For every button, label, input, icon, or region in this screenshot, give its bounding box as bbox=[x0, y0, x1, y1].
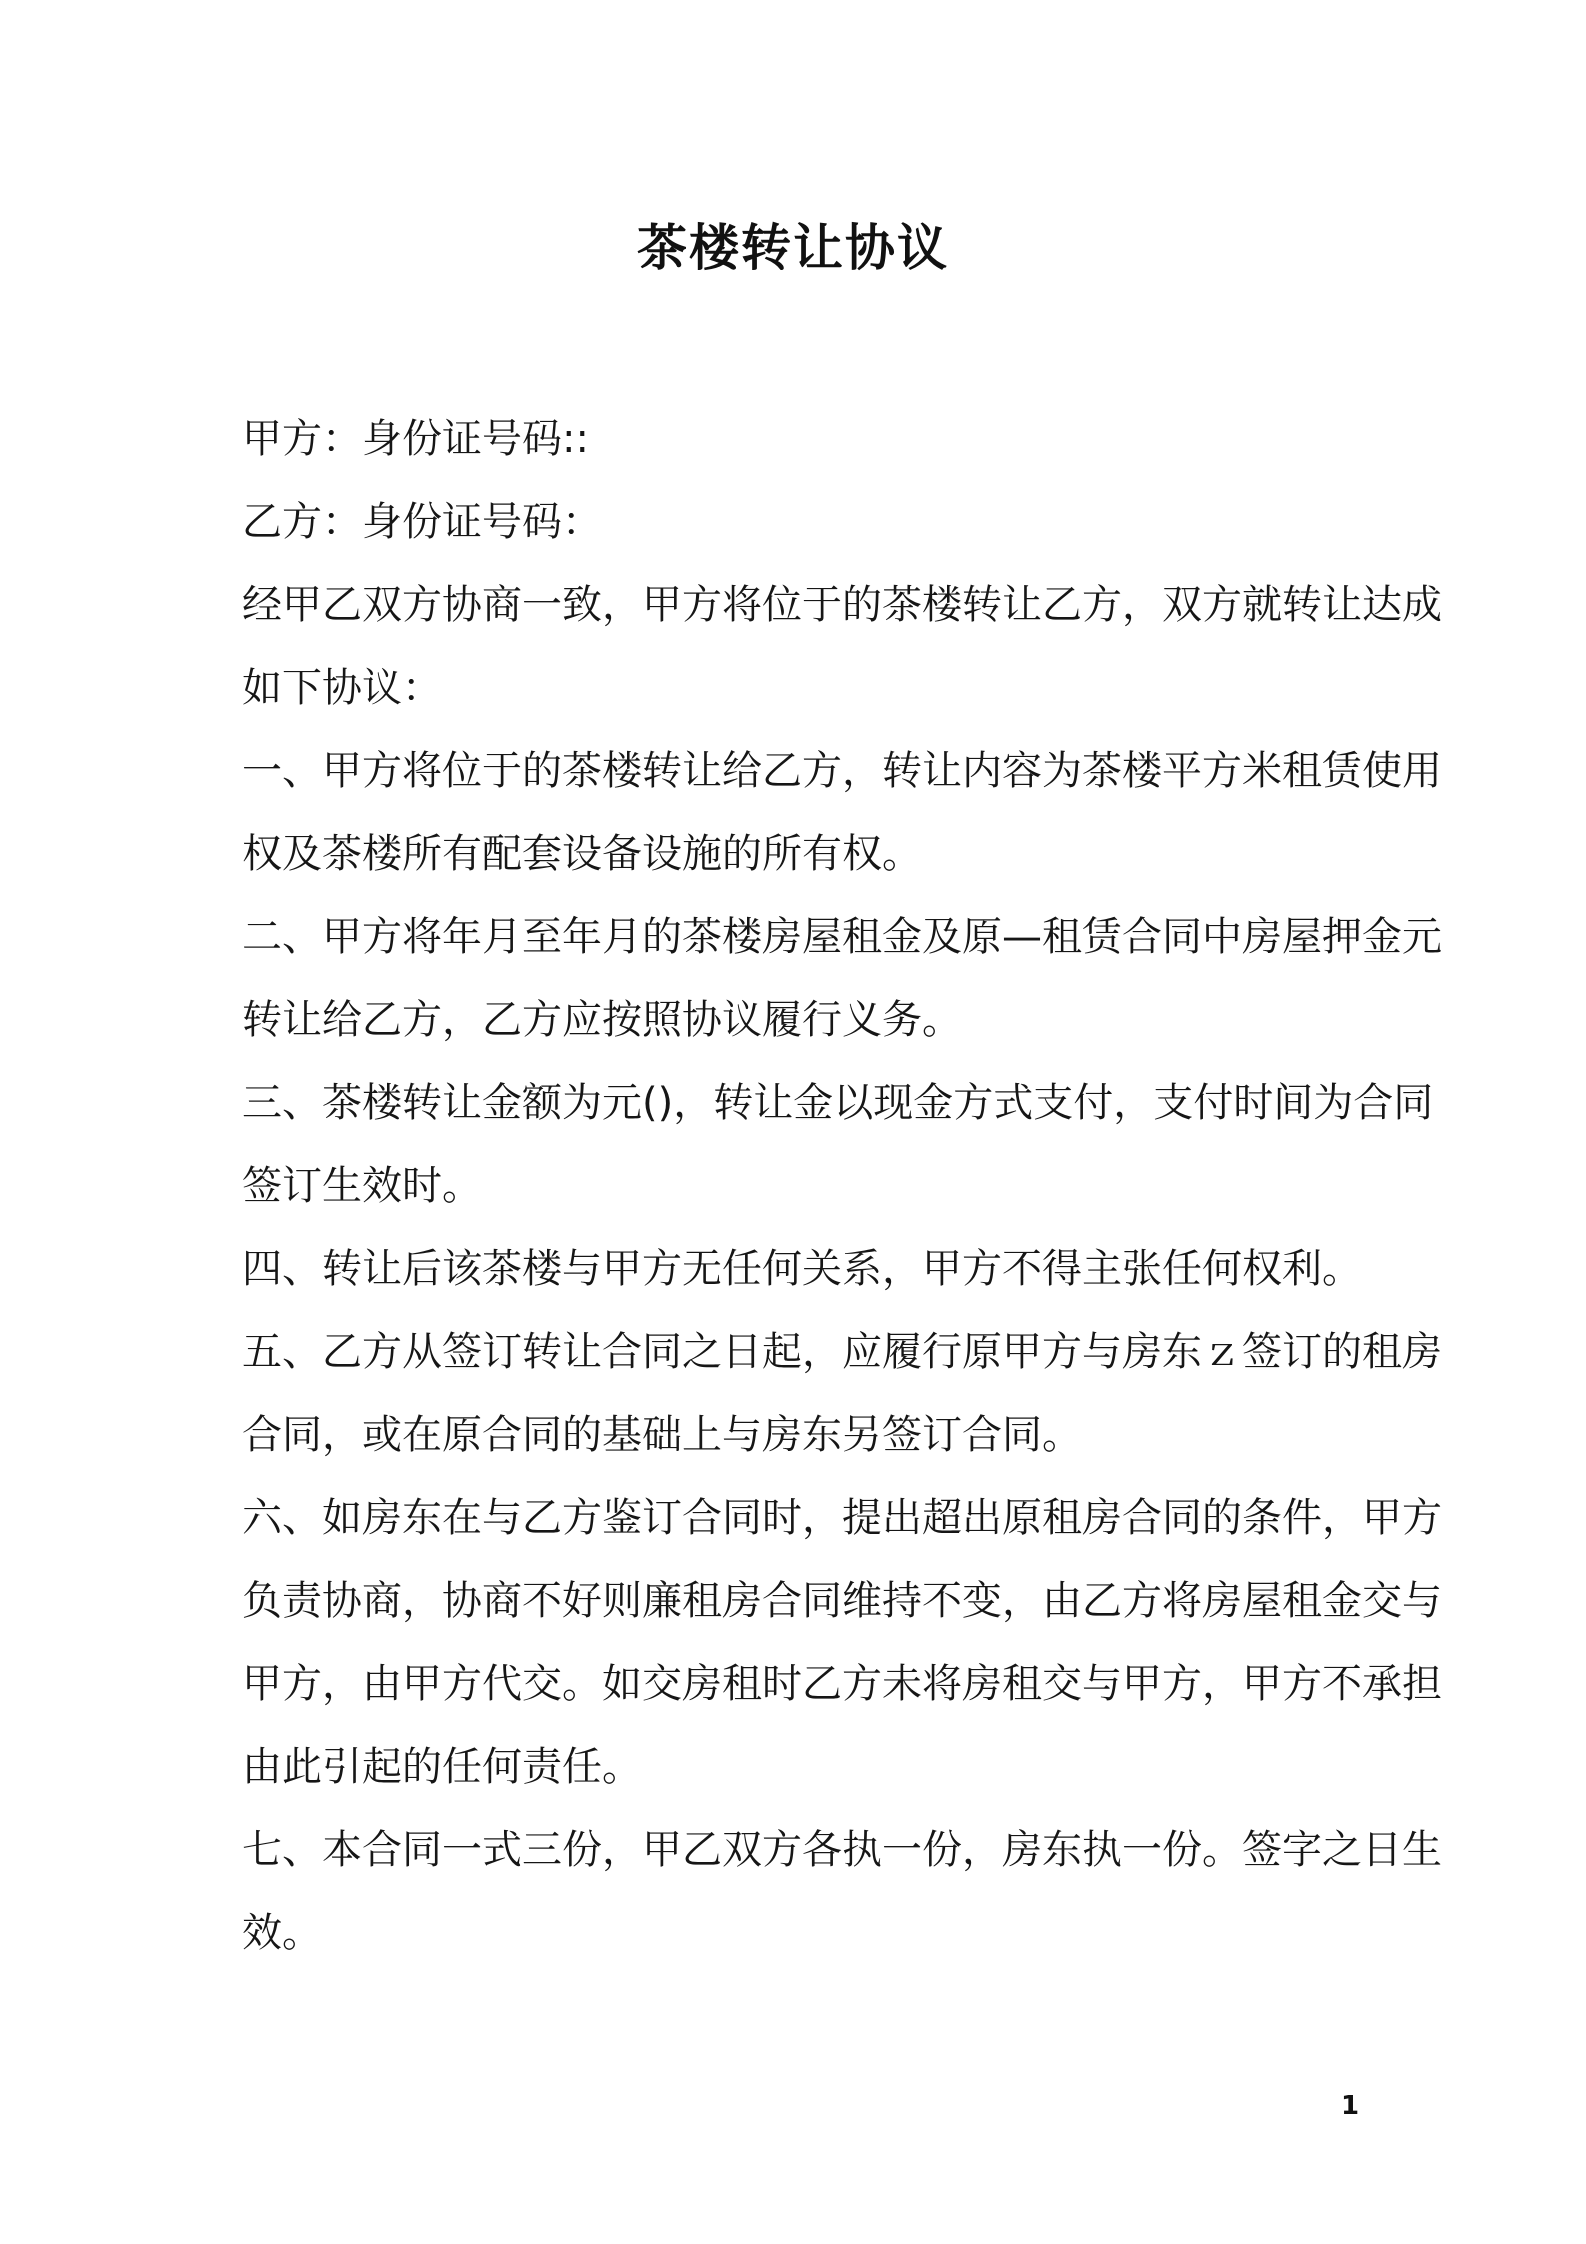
clause-3-line-2: 签订生效时。 bbox=[242, 1163, 482, 1209]
clause-5-line-2: 合同，或在原合同的基础上与房东另签订合同。 bbox=[242, 1412, 1082, 1458]
clause-7-line-2: 效。 bbox=[242, 1910, 322, 1956]
document-body bbox=[242, 398, 1442, 1975]
clause-2-line-2: 转让给乙方，乙方应按照协议履行义务。 bbox=[242, 997, 962, 1043]
clause-1-line-1: 一、甲方将位于的茶楼转让给乙方，转让内容为茶楼平方米租赁使用 bbox=[242, 748, 1442, 794]
page-number: 1 bbox=[1340, 2091, 1360, 2121]
party-b-line: 乙方：身份证号码： bbox=[242, 499, 602, 545]
preamble-line-1: 经甲乙双方协商一致，甲方将位于的茶楼转让乙方，双方就转让达成 bbox=[242, 582, 1442, 628]
clause-4-line-1: 四、转让后该茶楼与甲方无任何关系，甲方不得主张任何权利。 bbox=[242, 1246, 1362, 1292]
clause-5-line-1: 五、乙方从签订转让合同之日起，应履行原甲方与房东ｚ签订的租房 bbox=[242, 1329, 1442, 1375]
clause-3-line-1: 三、茶楼转让金额为元()，转让金以现金方式支付，支付时间为合同 bbox=[242, 1080, 1434, 1126]
clause-6-line-1: 六、如房东在与乙方鉴订合同时，提出超出原租房合同的条件，甲方 bbox=[242, 1495, 1442, 1541]
clause-7-line-1: 七、本合同一式三份，甲乙双方各执一份，房东执一份。签字之日生 bbox=[242, 1827, 1442, 1873]
clause-6-line-4: 由此引起的任何责任。 bbox=[242, 1744, 642, 1790]
clause-1-line-2: 权及茶楼所有配套设备设施的所有权。 bbox=[242, 831, 922, 877]
clause-6-line-3: 甲方，由甲方代交。如交房租时乙方未将房租交与甲方，甲方不承担 bbox=[242, 1661, 1442, 1707]
document-title: 茶楼转让协议 bbox=[637, 219, 949, 277]
clause-6-line-2: 负责协商，协商不好则廉租房合同维持不变，由乙方将房屋租金交与 bbox=[242, 1578, 1442, 1624]
preamble-line-2: 如下协议： bbox=[242, 665, 442, 711]
clause-2-line-1: 二、甲方将年月至年月的茶楼房屋租金及原—租赁合同中房屋押金元 bbox=[242, 914, 1442, 960]
party-a-line: 甲方：身份证号码:: bbox=[242, 416, 589, 462]
